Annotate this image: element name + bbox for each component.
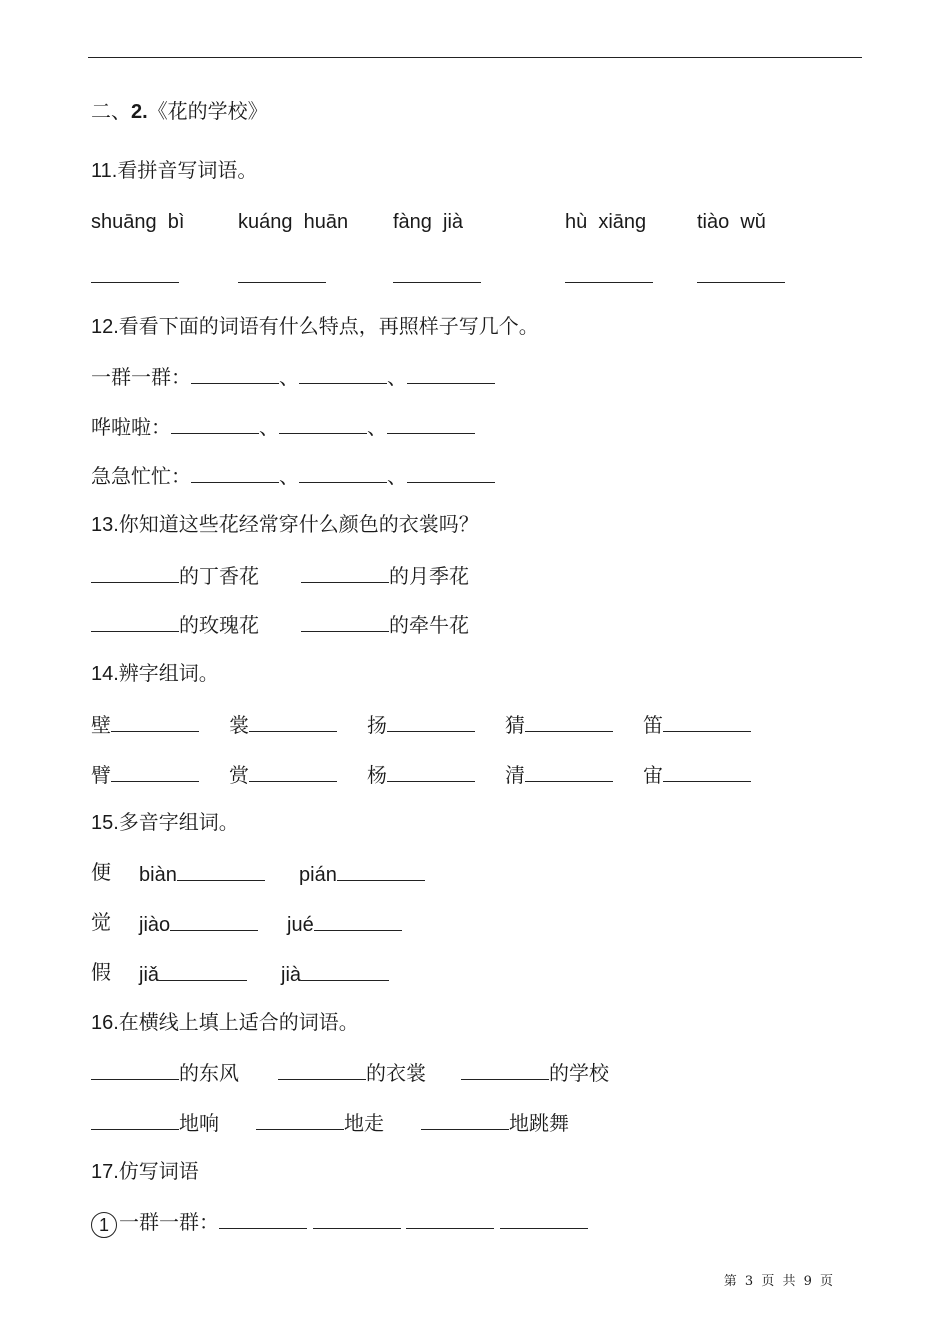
q13-item: 的丁香花 (91, 562, 259, 590)
q14-item: 杨 (367, 761, 475, 789)
answer-blank[interactable] (219, 1208, 307, 1229)
answer-blank[interactable] (249, 711, 337, 732)
answer-blank[interactable] (177, 860, 265, 881)
q14-item: 清 (505, 761, 613, 789)
circled-number: 1 (91, 1212, 117, 1238)
answer-blank[interactable] (406, 1208, 494, 1229)
pinyin-5: tiào wǔ (697, 211, 766, 233)
section-heading: 二、2.《花的学校》 (91, 101, 268, 123)
answer-blank[interactable] (461, 1059, 549, 1080)
q12-row: 哗啦啦： 、 、 (91, 413, 475, 441)
answer-blank[interactable] (256, 1109, 344, 1130)
q15-char: 便 (91, 862, 111, 884)
q14-item: 臂 (91, 761, 199, 789)
q16-item: 的衣裳 (278, 1059, 426, 1087)
answer-blank[interactable] (299, 363, 387, 384)
q12-row: 一群一群： 、 、 (91, 363, 495, 391)
answer-blank[interactable] (191, 363, 279, 384)
answer-blank[interactable] (407, 462, 495, 483)
q15-item: jiào (139, 910, 258, 938)
answer-blank[interactable] (301, 611, 389, 632)
answer-blank[interactable] (238, 262, 326, 290)
answer-blank[interactable] (663, 761, 751, 782)
answer-blank[interactable] (421, 1109, 509, 1130)
q15-item: jué (287, 910, 402, 938)
answer-blank[interactable] (91, 611, 179, 632)
answer-blank[interactable] (407, 363, 495, 384)
q16-item: 的学校 (461, 1059, 609, 1087)
q12-title: 12.看看下面的词语有什么特点，再照样子写几个。 (91, 316, 539, 338)
q14-item: 壁 (91, 711, 199, 739)
pinyin-2: kuáng huān (238, 211, 349, 233)
answer-blank[interactable] (393, 262, 481, 290)
q16-item: 地响 (91, 1109, 219, 1137)
answer-blank[interactable] (91, 562, 179, 583)
answer-blank[interactable] (500, 1208, 588, 1229)
q14-title: 14.辨字组词。 (91, 663, 219, 685)
answer-blank[interactable] (170, 910, 258, 931)
answer-blank[interactable] (301, 562, 389, 583)
answer-blank[interactable] (91, 1059, 179, 1080)
answer-blank[interactable] (249, 761, 337, 782)
q15-char: 觉 (91, 912, 111, 934)
q12-row: 急急忙忙： 、 、 (91, 462, 495, 490)
q14-item: 裳 (229, 711, 337, 739)
q14-item: 赏 (229, 761, 337, 789)
pinyin-1: shuāng bì (91, 211, 185, 233)
answer-blank[interactable] (313, 1208, 401, 1229)
answer-blank[interactable] (565, 262, 653, 290)
answer-blank[interactable] (663, 711, 751, 732)
answer-blank[interactable] (91, 262, 179, 290)
q14-item: 笛 (643, 711, 751, 739)
answer-blank[interactable] (697, 262, 785, 290)
q16-item: 地走 (256, 1109, 384, 1137)
q14-item: 猜 (505, 711, 613, 739)
q13-title: 13.你知道这些花经常穿什么颜色的衣裳吗？ (91, 514, 479, 536)
q15-title: 15.多音字组词。 (91, 812, 239, 834)
page-footer: 第 3 页 共 9 页 (723, 1274, 835, 1289)
q15-item: jià (281, 960, 389, 988)
answer-blank[interactable] (525, 711, 613, 732)
answer-blank[interactable] (159, 960, 247, 981)
answer-blank[interactable] (525, 761, 613, 782)
header-rule (88, 57, 862, 58)
q15-item: biàn (139, 860, 265, 888)
answer-blank[interactable] (278, 1059, 366, 1080)
q15-item: jiǎ (139, 960, 247, 988)
answer-blank[interactable] (301, 960, 389, 981)
answer-blank[interactable] (279, 413, 367, 434)
q16-item: 地跳舞 (421, 1109, 569, 1137)
answer-blank[interactable] (337, 860, 425, 881)
q16-item: 的东风 (91, 1059, 239, 1087)
q17-row: 1 一群一群： (91, 1208, 588, 1238)
q14-item: 扬 (367, 711, 475, 739)
answer-blank[interactable] (314, 910, 402, 931)
answer-blank[interactable] (387, 711, 475, 732)
q13-item: 的月季花 (301, 562, 469, 590)
q17-title: 17.仿写词语 (91, 1161, 199, 1183)
answer-blank[interactable] (191, 462, 279, 483)
q11-title: 11.看拼音写词语。 (91, 160, 258, 182)
answer-blank[interactable] (387, 413, 475, 434)
answer-blank[interactable] (111, 711, 199, 732)
pinyin-3: fàng jià (393, 211, 464, 233)
answer-blank[interactable] (91, 1109, 179, 1130)
q15-char: 假 (91, 962, 111, 984)
answer-blank[interactable] (387, 761, 475, 782)
q16-title: 16.在横线上填上适合的词语。 (91, 1012, 359, 1034)
q15-item: pián (299, 860, 425, 888)
q13-item: 的牵牛花 (301, 611, 469, 639)
pinyin-4: hù xiāng (565, 211, 647, 233)
q14-item: 宙 (643, 761, 751, 789)
q13-item: 的玫瑰花 (91, 611, 259, 639)
answer-blank[interactable] (111, 761, 199, 782)
answer-blank[interactable] (299, 462, 387, 483)
answer-blank[interactable] (171, 413, 259, 434)
